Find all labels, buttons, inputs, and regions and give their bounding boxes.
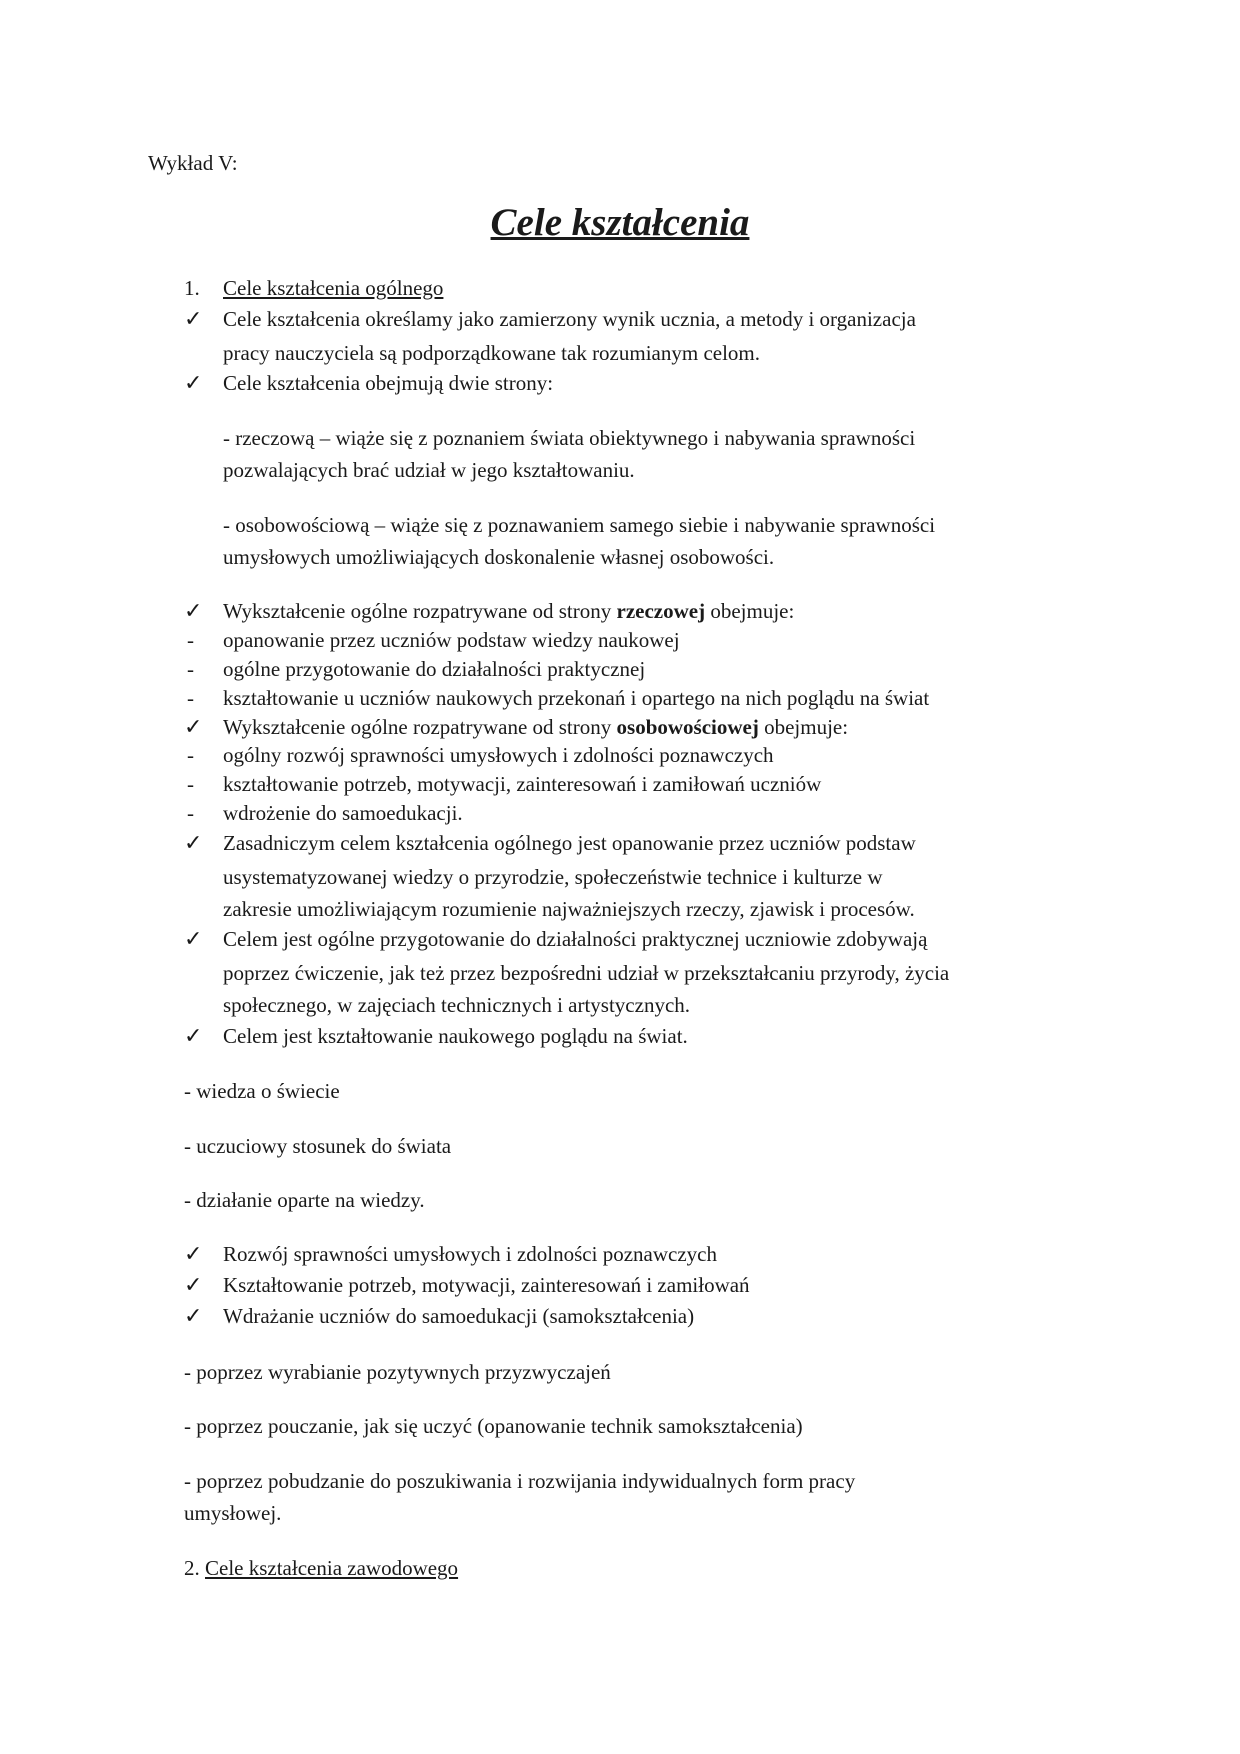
list-item-text: Kształtowanie potrzeb, motywacji, zainteresowań i zamiłowań — [223, 1273, 750, 1297]
list-item-text: Wykształcenie ogólne rozpatrywane od strony osobowościowej obejmuje: — [223, 715, 849, 739]
list-item-text: Wdrażanie uczniów do samoedukacji (samokształcenia) — [223, 1304, 695, 1328]
list-item-continuation: usystematyzowanej wiedzy o przyrodzie, społeczeństwie technice i kulturze w — [223, 865, 883, 889]
paragraph-line: - rzeczową – wiąże się z poznaniem świata obiektywnego i nabywania sprawności — [223, 426, 916, 450]
page-title: Cele kształcenia — [490, 201, 750, 244]
section-number: 1. — [184, 276, 200, 300]
section-heading: Cele kształcenia zawodowego — [205, 1556, 459, 1580]
checkmark-icon: ✓ — [184, 830, 203, 855]
list-item-continuation: poprzez ćwiczenie, jak też przez bezpośredni udział w przekształcaniu przyrody, życia — [223, 961, 950, 985]
list-item-text: kształtowanie u uczniów naukowych przekonań i opartego na nich poglądu na świat — [223, 686, 930, 710]
checkmark-icon: ✓ — [184, 598, 203, 623]
dash-bullet: - — [187, 657, 194, 681]
paragraph-line: - uczuciowy stosunek do świata — [184, 1134, 452, 1158]
list-item-continuation: pracy nauczyciela są podporządkowane tak rozumianym celom. — [223, 341, 761, 365]
paragraph-line: - poprzez wyrabianie pozytywnych przyzwyczajeń — [184, 1360, 611, 1384]
list-item-text: wdrożenie do samoedukacji. — [223, 801, 463, 825]
checkmark-icon: ✓ — [184, 1023, 203, 1048]
dash-bullet: - — [187, 801, 194, 825]
checkmark-icon: ✓ — [184, 1272, 203, 1297]
checkmark-icon: ✓ — [184, 926, 203, 951]
paragraph-line: - osobowościową – wiąże się z poznawaniem samego siebie i nabywanie sprawności — [223, 513, 936, 537]
section-2-heading — [184, 1555, 458, 1581]
list-item-text: ogólne przygotowanie do działalności praktycznej — [223, 657, 646, 681]
paragraph-line: pozwalających brać udział w jego kształtowaniu. — [223, 458, 635, 482]
checkmark-icon: ✓ — [184, 1241, 203, 1266]
list-item-text: Zasadniczym celem kształcenia ogólnego jest opanowanie przez uczniów podstaw — [223, 831, 916, 855]
section-number: 2. — [184, 1556, 200, 1580]
list-item-continuation: zakresie umożliwiającym rozumienie najważniejszych rzeczy, zjawisk i procesów. — [223, 897, 915, 921]
paragraph-line: - poprzez pouczanie, jak się uczyć (opanowanie technik samokształcenia) — [184, 1414, 803, 1438]
list-item-text: Cele kształcenia określamy jako zamierzony wynik ucznia, a metody i organizacja — [223, 307, 916, 331]
list-item-text: kształtowanie potrzeb, motywacji, zainteresowań i zamiłowań uczniów — [223, 772, 822, 796]
list-item-text: Cele kształcenia obejmują dwie strony: — [223, 371, 554, 395]
dash-bullet: - — [187, 743, 194, 767]
paragraph-line: umysłowej. — [184, 1501, 282, 1525]
list-item-text: Wykształcenie ogólne rozpatrywane od strony rzeczowej obejmuje: — [223, 599, 795, 623]
checkmark-icon: ✓ — [184, 714, 203, 739]
checkmark-icon: ✓ — [184, 1303, 203, 1328]
checkmark-icon: ✓ — [184, 306, 203, 331]
checkmark-icon: ✓ — [184, 370, 203, 395]
lecture-label: Wykład V: — [148, 151, 238, 175]
list-item-text: Celem jest ogólne przygotowanie do działalności praktycznej uczniowie zdobywają — [223, 927, 928, 951]
list-item-continuation: społecznego, w zajęciach technicznych i artystycznych. — [223, 993, 691, 1017]
dash-bullet: - — [187, 686, 194, 710]
list-item-text: Celem jest kształtowanie naukowego poglądu na świat. — [223, 1024, 688, 1048]
paragraph-line: - działanie oparte na wiedzy. — [184, 1188, 425, 1212]
dash-bullet: - — [187, 772, 194, 796]
list-item-text: opanowanie przez uczniów podstaw wiedzy naukowej — [223, 628, 680, 652]
section-heading: Cele kształcenia ogólnego — [223, 276, 444, 300]
list-item-text: ogólny rozwój sprawności umysłowych i zdolności poznawczych — [223, 743, 774, 767]
paragraph-line: - wiedza o świecie — [184, 1079, 340, 1103]
dash-bullet: - — [187, 628, 194, 652]
paragraph-line: umysłowych umożliwiających doskonalenie własnej osobowości. — [223, 545, 775, 569]
paragraph-line: - poprzez pobudzanie do poszukiwania i rozwijania indywidualnych form pracy — [184, 1469, 856, 1493]
list-item-text: Rozwój sprawności umysłowych i zdolności poznawczych — [223, 1242, 717, 1266]
